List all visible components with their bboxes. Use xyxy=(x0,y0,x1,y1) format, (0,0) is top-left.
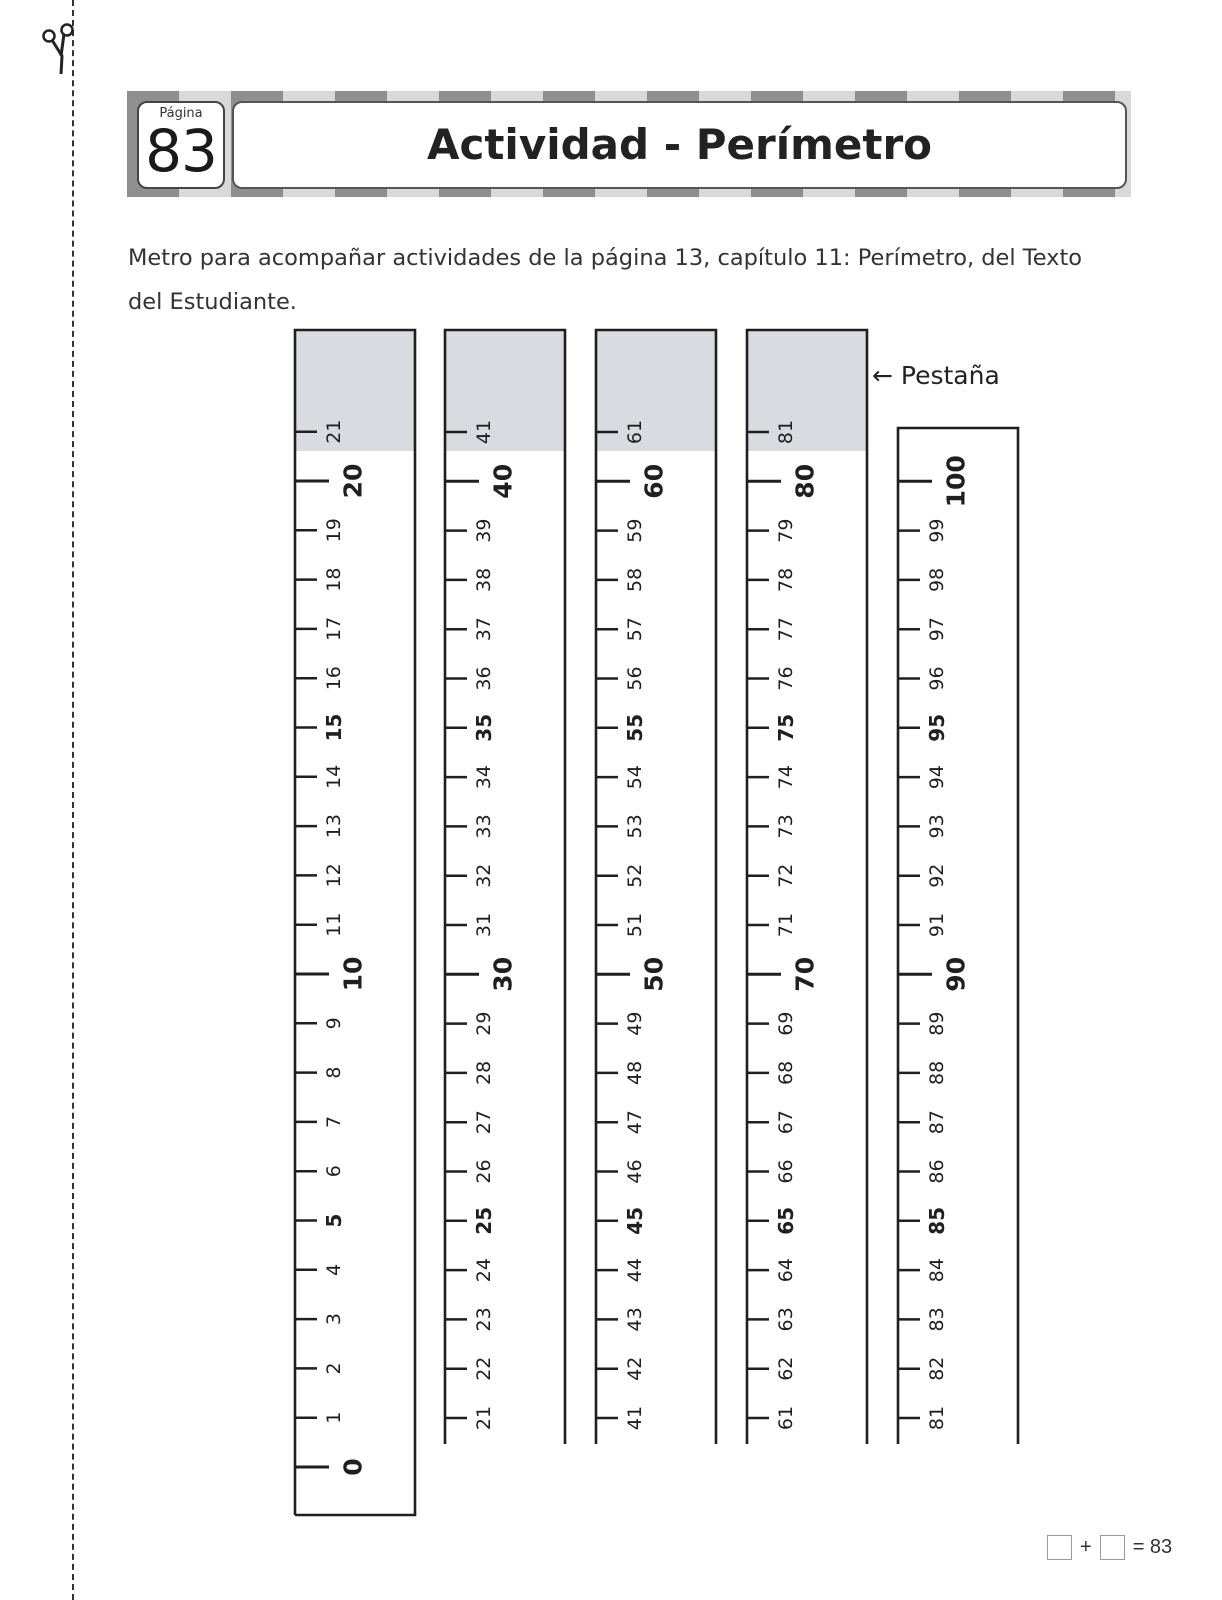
equals-83: = 83 xyxy=(1132,1535,1173,1558)
ruler-tick-label: 68 xyxy=(775,1060,797,1085)
footer-equation xyxy=(1047,1534,1180,1560)
ruler-tick-label: 25 xyxy=(472,1206,496,1235)
ruler-tick-label: 89 xyxy=(926,1011,948,1036)
ruler-tick-label: 41 xyxy=(624,1405,646,1431)
ruler-tick-label: 9 xyxy=(323,1017,346,1030)
tab-label: Pestaña xyxy=(900,361,1000,390)
ruler-tick-label: 99 xyxy=(926,518,948,543)
ruler-tick-label: 58 xyxy=(624,567,646,592)
ruler-tick-label: 64 xyxy=(775,1258,797,1283)
ruler-tick-label: 42 xyxy=(624,1356,646,1381)
ruler-tick-label: 56 xyxy=(624,666,646,691)
ruler-tick-label: 35 xyxy=(472,713,496,742)
ruler-tick-label: 2 xyxy=(323,1362,345,1375)
ruler-tick-label: 63 xyxy=(775,1307,797,1332)
ruler-tick-label: 15 xyxy=(322,713,346,742)
ruler-tick-label: 38 xyxy=(473,567,495,592)
ruler-tick-label: 32 xyxy=(473,863,495,888)
ruler-tick-label: 73 xyxy=(775,814,797,839)
ruler-tick-label: 79 xyxy=(775,518,797,543)
ruler-tick-label: 27 xyxy=(473,1110,495,1135)
ruler-tick-label: 61 xyxy=(624,419,646,445)
ruler-tick-label: 52 xyxy=(624,863,646,888)
ruler-tick-label: 60 xyxy=(639,463,669,499)
ruler-tick-label: 20 xyxy=(338,463,368,499)
ruler-tick-label: 28 xyxy=(473,1060,495,1085)
ruler-tick-label: 84 xyxy=(926,1258,948,1283)
ruler-tick-label: 67 xyxy=(775,1110,797,1135)
ruler-tick-label: 98 xyxy=(926,567,948,592)
ruler-tick-label: 29 xyxy=(473,1011,495,1036)
ruler-tick-label: 65 xyxy=(774,1206,798,1235)
ruler-tick-label: 7 xyxy=(323,1115,345,1128)
ruler-tick-label: 59 xyxy=(624,518,646,543)
ruler-tick-label: 1 xyxy=(323,1411,345,1424)
ruler-tick-label: 93 xyxy=(926,814,948,839)
ruler-tick-label: 41 xyxy=(473,419,495,445)
ruler-tick-label: 30 xyxy=(488,956,518,992)
ruler-tick-label: 78 xyxy=(775,567,797,592)
ruler-tick-label: 62 xyxy=(775,1356,797,1381)
ruler-tick-label: 13 xyxy=(323,814,345,839)
ruler-tick-label: 90 xyxy=(941,956,971,992)
ruler-tick-label: 6 xyxy=(323,1165,345,1178)
ruler-tick-label: 81 xyxy=(926,1405,948,1431)
ruler-tick-label: 31 xyxy=(473,912,495,938)
ruler-tick-label: 57 xyxy=(624,617,646,642)
ruler-tick-label: 39 xyxy=(473,518,495,543)
ruler-tick-label: 45 xyxy=(623,1206,647,1235)
ruler-outline xyxy=(295,330,415,1515)
ruler-tick-label: 19 xyxy=(323,518,345,543)
ruler-tick-label: 26 xyxy=(473,1159,495,1184)
ruler-tick-label: 12 xyxy=(323,863,345,888)
ruler-tick-label: 40 xyxy=(488,463,518,499)
ruler-tick-label: 17 xyxy=(323,616,345,641)
ruler-tick-label: 92 xyxy=(926,863,948,888)
ruler-tick-label: 77 xyxy=(775,617,797,642)
intro-text: Metro para acompañar actividades de la página 13, capítulo 11: Perímetro, del Texto del Estudiante. xyxy=(128,245,1083,315)
ruler-tick-label: 16 xyxy=(323,666,345,691)
tab-callout xyxy=(872,360,1000,392)
ruler-tick-label: 81 xyxy=(775,419,797,445)
ruler-tick-label: 23 xyxy=(473,1307,495,1332)
ruler-tick-label: 4 xyxy=(323,1263,345,1276)
ruler-tick-label: 70 xyxy=(790,956,820,992)
ruler-tick-label: 3 xyxy=(323,1313,345,1326)
arrow-left-icon: ← xyxy=(872,361,893,390)
ruler-tick-label: 87 xyxy=(926,1110,948,1135)
ruler-tick-label: 88 xyxy=(926,1060,948,1085)
ruler-tick-label: 14 xyxy=(323,764,345,789)
ruler-tick-label: 86 xyxy=(926,1159,948,1184)
ruler-tick-label: 71 xyxy=(775,912,797,938)
ruler-tick-label: 54 xyxy=(624,765,646,790)
ruler-tick-label: 34 xyxy=(473,765,495,790)
ruler-tick-label: 66 xyxy=(775,1159,797,1184)
ruler-tick-label: 74 xyxy=(775,765,797,790)
ruler-tick-label: 82 xyxy=(926,1356,948,1381)
ruler-tick-label: 46 xyxy=(624,1159,646,1184)
ruler-tick-label: 48 xyxy=(624,1060,646,1085)
ruler-tick-label: 36 xyxy=(473,666,495,691)
ruler-tick-label: 76 xyxy=(775,666,797,691)
ruler-tick-label: 47 xyxy=(624,1110,646,1135)
ruler-tick-label: 85 xyxy=(925,1206,949,1235)
ruler-tick-label: 11 xyxy=(323,912,345,937)
ruler-tick-label: 97 xyxy=(926,617,948,642)
ruler-tick-label: 33 xyxy=(473,814,495,839)
ruler-tick-label: 51 xyxy=(624,912,646,938)
answer-box[interactable] xyxy=(1100,1535,1125,1560)
ruler-tick-label: 21 xyxy=(323,419,345,444)
ruler-tick-label: 21 xyxy=(473,1405,495,1431)
ruler-tick-label: 100 xyxy=(941,455,971,508)
ruler-tick-label: 10 xyxy=(338,956,368,992)
page-label: Página xyxy=(159,106,203,121)
ruler-tick-label: 83 xyxy=(926,1307,948,1332)
ruler-strip-5 xyxy=(898,428,1018,1444)
page-title: Actividad - Perímetro xyxy=(426,120,933,169)
ruler-strip-3 xyxy=(596,330,716,1444)
ruler-tick-label: 24 xyxy=(473,1258,495,1283)
ruler-tick-label: 44 xyxy=(624,1258,646,1283)
ruler-tick-label: 0 xyxy=(338,1458,368,1476)
ruler-tick-label: 95 xyxy=(925,713,949,742)
ruler-tick-label: 55 xyxy=(623,713,647,742)
ruler-tick-label: 75 xyxy=(774,713,798,742)
ruler-tick-label: 18 xyxy=(323,567,345,592)
ruler-tick-label: 49 xyxy=(624,1011,646,1036)
ruler-tick-label: 69 xyxy=(775,1011,797,1036)
ruler-tick-label: 8 xyxy=(323,1066,345,1079)
ruler-strip-2 xyxy=(445,330,565,1444)
ruler-strip-1 xyxy=(295,330,415,1515)
ruler-tick-label: 37 xyxy=(473,617,495,642)
ruler-tick-label: 5 xyxy=(322,1213,346,1228)
ruler-strip-4 xyxy=(747,330,867,1444)
page-number: 83 xyxy=(145,117,217,185)
plus-sign: + xyxy=(1080,1535,1092,1558)
answer-box[interactable] xyxy=(1047,1535,1072,1560)
ruler-tick-label: 43 xyxy=(624,1307,646,1332)
ruler-tick-label: 61 xyxy=(775,1405,797,1431)
ruler-tick-label: 53 xyxy=(624,814,646,839)
ruler-tick-label: 94 xyxy=(926,765,948,790)
ruler-tick-label: 96 xyxy=(926,666,948,691)
ruler-tick-label: 22 xyxy=(473,1356,495,1381)
ruler-tick-label: 72 xyxy=(775,863,797,888)
ruler-tick-label: 91 xyxy=(926,912,948,938)
ruler-tick-label: 50 xyxy=(639,956,669,992)
ruler-tick-label: 80 xyxy=(790,463,820,499)
